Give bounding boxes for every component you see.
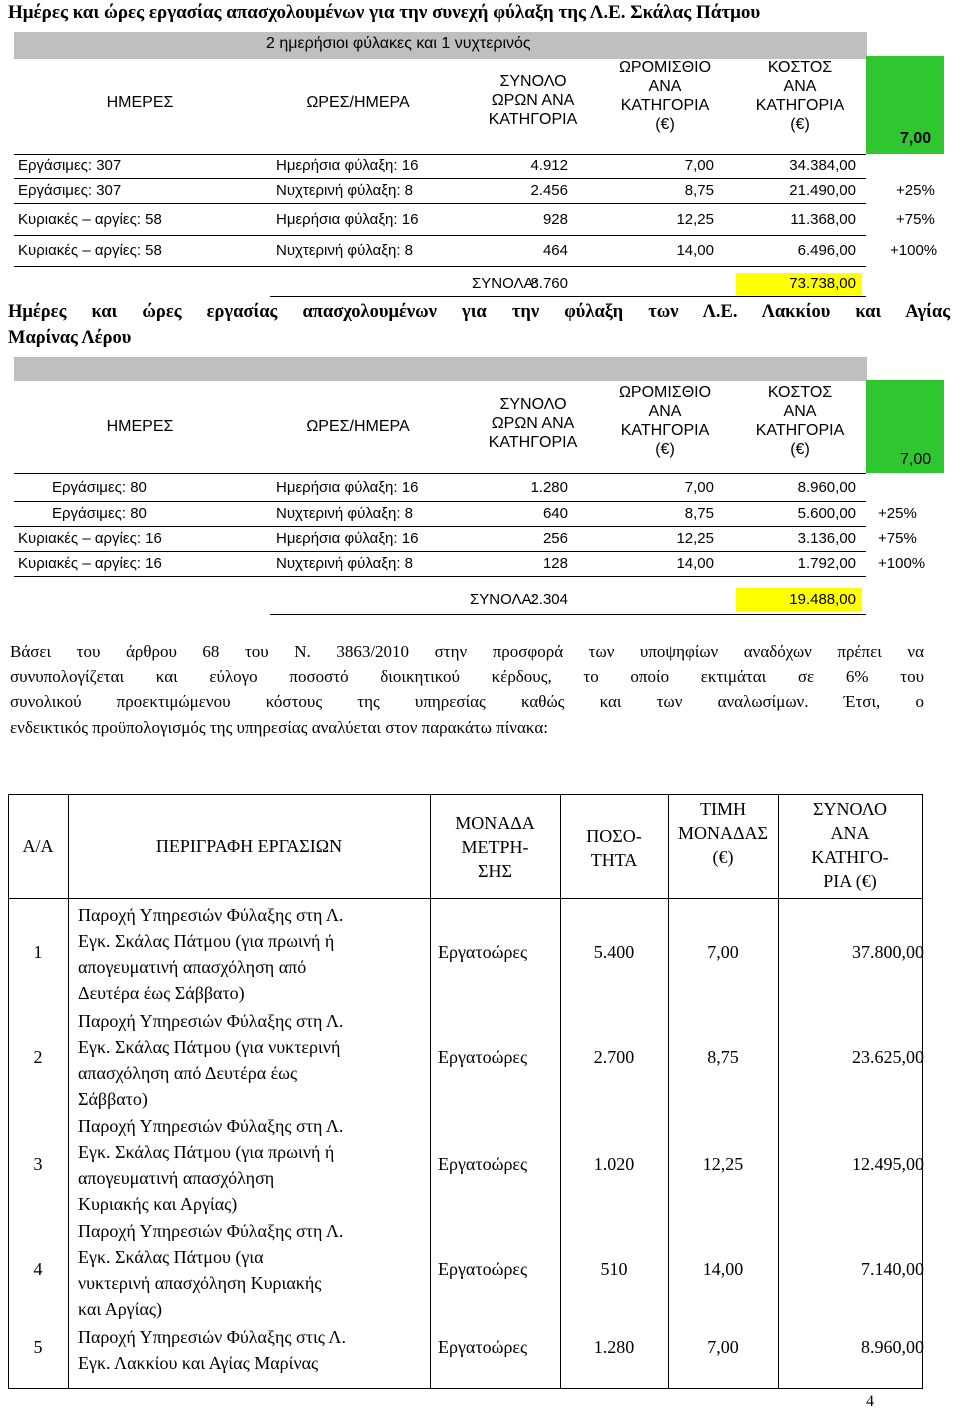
s2-row2-hours: Νυχτερινή φύλαξη: 8	[276, 505, 414, 522]
budget-row2-price: 8,75	[707, 1047, 739, 1067]
budget-row1-price: 7,00	[707, 942, 739, 962]
section1-subtitle: 2 ημερήσιοι φύλακες και 1 νυχτερινός	[266, 35, 531, 52]
s1-row3-wage: 12,25	[676, 211, 714, 228]
s1-row2-days: Εργάσιμες: 307	[18, 182, 122, 199]
budget-border	[560, 794, 561, 1389]
budget-row1-qty: 5.400	[593, 942, 635, 962]
s2-line	[14, 551, 866, 552]
s2-line	[14, 576, 866, 577]
budget-border	[8, 794, 923, 795]
budget-row3-total: 12.495,00	[852, 1154, 924, 1174]
s1-rate: 7,00	[900, 130, 932, 147]
s1-row2-total: 2.456	[530, 182, 568, 199]
budget-row3-price: 12,25	[702, 1154, 744, 1174]
s1-header-total: ΣΥΝΟΛΟ ΩΡΩΝ ΑΝΑ ΚΑΤΗΓΟΡΙΑ	[488, 73, 578, 128]
s2-totals-cost: 19.488,00	[789, 591, 856, 608]
s1-line	[270, 296, 866, 297]
budget-row4-unit: Εργατοώρες	[438, 1259, 528, 1279]
budget-row2-desc: Παροχή Υπηρεσιών Φύλαξης στη Λ. Εγκ. Σκάλας Πάτμου (για νυκτερινή απασχόληση από Δευτέρα έως Σάββατο)	[78, 1011, 344, 1109]
budget-row1-total: 37.800,00	[852, 942, 924, 962]
s2-row4-total: 128	[542, 555, 568, 572]
budget-row5-qty: 1.280	[593, 1337, 635, 1357]
budget-row3-desc: Παροχή Υπηρεσιών Φύλαξης στη Λ. Εγκ. Σκάλας Πάτμου (για πρωινή ή απογευματινή απασχόληση Κυριακής και Αργίας)	[78, 1116, 344, 1214]
section2-header-bar	[14, 357, 867, 381]
budget-row1-unit: Εργατοώρες	[438, 942, 528, 962]
budget-border	[8, 1388, 923, 1389]
budget-row2-qty: 2.700	[593, 1047, 635, 1067]
budget-row2-unit: Εργατοώρες	[438, 1047, 528, 1067]
s2-row4-days: Κυριακές – αργίες: 16	[18, 555, 162, 572]
s2-header-hours: ΩΡΕΣ/ΗΜΕΡΑ	[306, 418, 410, 435]
budget-row1-aa: 1	[33, 942, 43, 962]
paragraph-line2: συνυπολογίζεται και εύλογο ποσοστό διοικητικού κέρδους, το οποίο εκτιμάται σε 6% του	[10, 667, 924, 686]
budget-row4-total: 7.140,00	[861, 1259, 924, 1279]
budget-row3-unit: Εργατοώρες	[438, 1154, 528, 1174]
budget-row2-total: 23.625,00	[852, 1047, 924, 1067]
budget-row5-aa: 5	[33, 1337, 43, 1357]
s1-row4-wage: 14,00	[676, 242, 714, 259]
budget-row1-desc: Παροχή Υπηρεσιών Φύλαξης στη Λ. Εγκ. Σκάλας Πάτμου (για πρωινή ή απογευματινή απασχόληση από Δευτέρα έως Σάββατο)	[78, 905, 344, 1003]
s2-line	[270, 614, 866, 615]
s2-row3-wage: 12,25	[676, 530, 714, 547]
s2-row4-wage: 14,00	[676, 555, 714, 572]
s2-row2-cost: 5.600,00	[797, 505, 856, 522]
s1-line	[14, 178, 866, 179]
s1-row3-cost: 11.368,00	[790, 211, 856, 228]
budget-header-total: ΣΥΝΟΛΟ ΑΝΑ ΚΑΤΗΓΟ- ΡΙΑ (€)	[811, 799, 889, 891]
paragraph-line3: συνολικού προεκτιμώμενου κόστους της υπηρεσίας καθώς και των αναλωσίμων. Έτσι, ο	[10, 692, 924, 711]
s1-row2-extra: +25%	[896, 182, 935, 199]
s1-row1-cost: 34.384,00	[789, 157, 856, 174]
s2-row2-extra: +25%	[878, 505, 917, 522]
s1-row1-wage: 7,00	[684, 157, 714, 174]
s1-row2-hours: Νυχτερινή φύλαξη: 8	[276, 182, 414, 199]
budget-row2-aa: 2	[33, 1047, 43, 1067]
s2-row2-total: 640	[542, 505, 568, 522]
budget-border	[668, 794, 669, 1389]
s1-header-days: ΗΜΕΡΕΣ	[106, 94, 174, 111]
budget-row3-qty: 1.020	[593, 1154, 635, 1174]
paragraph-line1: Βάσει του άρθρου 68 του Ν. 3863/2010 στην προσφορά των υποψηφίων αναδόχων πρέπει να	[10, 642, 924, 661]
s1-line	[14, 154, 866, 155]
s1-row4-hours: Νυχτερινή φύλαξη: 8	[276, 242, 414, 259]
s2-row4-extra: +100%	[878, 555, 926, 572]
s2-header-wage: ΩΡΟΜΙΣΘΙΟ ΑΝΑ ΚΑΤΗΓΟΡΙΑ (€)	[618, 384, 712, 458]
s2-row4-hours: Νυχτερινή φύλαξη: 8	[276, 555, 414, 572]
s2-row1-days: Εργάσιμες: 80	[52, 479, 147, 496]
s2-row3-hours: Ημερήσια φύλαξη: 16	[276, 530, 419, 547]
s2-row1-wage: 7,00	[684, 479, 714, 496]
s1-header-wage: ΩΡΟΜΙΣΘΙΟ ΑΝΑ ΚΑΤΗΓΟΡΙΑ (€)	[618, 59, 712, 133]
s1-row3-extra: +75%	[896, 211, 935, 228]
budget-border	[8, 898, 923, 899]
budget-row5-total: 8.960,00	[861, 1337, 924, 1357]
s1-row3-total: 928	[542, 211, 568, 228]
s1-line	[14, 203, 866, 204]
s1-totals-label: ΣΥΝΟΛΑ:	[472, 275, 538, 292]
s1-totals-hours: 8.760	[530, 275, 568, 292]
budget-row4-price: 14,00	[702, 1259, 744, 1279]
s2-row1-total: 1.280	[530, 479, 568, 496]
s2-row3-cost: 3.136,00	[797, 530, 856, 547]
s2-row3-total: 256	[542, 530, 568, 547]
budget-row4-qty: 510	[600, 1259, 628, 1279]
s2-line	[14, 526, 866, 527]
s1-row1-days: Εργάσιμες: 307	[18, 157, 122, 174]
s1-row1-hours: Ημερήσια φύλαξη: 16	[276, 157, 419, 174]
s2-totals-label: ΣΥΝΟΛΑ:	[470, 591, 536, 608]
s1-row2-wage: 8,75	[684, 182, 714, 199]
s2-row1-hours: Ημερήσια φύλαξη: 16	[276, 479, 419, 496]
s2-row4-cost: 1.792,00	[797, 555, 856, 572]
s2-row3-extra: +75%	[878, 530, 917, 547]
s1-row4-extra: +100%	[890, 242, 938, 259]
s2-line	[14, 501, 866, 502]
s1-line	[14, 235, 866, 236]
s2-row2-days: Εργάσιμες: 80	[52, 505, 147, 522]
budget-border	[430, 794, 431, 1389]
s1-row1-total: 4.912	[530, 157, 568, 174]
section2-title-line1: Ημέρες και ώρες εργασίας απασχολουμένων για την φύλαξη των Λ.Ε. Λακκίου και Αγίας	[8, 302, 950, 322]
budget-row5-price: 7,00	[707, 1337, 739, 1357]
s2-header-cost: ΚΟΣΤΟΣ ΑΝΑ ΚΑΤΗΓΟΡΙΑ (€)	[755, 384, 845, 458]
s2-row1-cost: 8.960,00	[797, 479, 856, 496]
section1-title: Ημέρες και ώρες εργασίας απασχολουμένων για την συνεχή φύλαξη της Λ.Ε. Σκάλας Πάτμου	[8, 2, 761, 23]
budget-header-aa: Α/Α	[22, 836, 54, 856]
budget-border	[8, 794, 9, 1389]
section2-title-line2: Μαρίνας Λέρου	[8, 328, 132, 348]
budget-header-qty: ΠΟΣΟ- ΤΗΤΑ	[586, 826, 642, 870]
s2-line	[14, 473, 866, 474]
budget-header-price: ΤΙΜΗ ΜΟΝΑΔΑΣ (€)	[677, 799, 769, 867]
s1-row2-cost: 21.490,00	[789, 182, 856, 199]
paragraph-line4: ενδεικτικός προϋπολογισμός της υπηρεσίας αναλύεται στον παρακάτω πίνακα:	[10, 718, 548, 737]
s1-row4-cost: 6.496,00	[797, 242, 856, 259]
s2-header-days: ΗΜΕΡΕΣ	[106, 418, 174, 435]
budget-header-desc: ΠΕΡΙΓΡΑΦΗ ΕΡΓΑΣΙΩΝ	[155, 836, 343, 856]
s1-header-cost: ΚΟΣΤΟΣ ΑΝΑ ΚΑΤΗΓΟΡΙΑ (€)	[755, 59, 845, 133]
budget-header-unit: ΜΟΝΑΔΑ ΜΕΤΡΗ- ΣΗΣ	[455, 813, 535, 881]
budget-row4-desc: Παροχή Υπηρεσιών Φύλαξης στη Λ. Εγκ. Σκάλας Πάτμου (για νυκτερινή απασχόληση Κυριακής και Αργίας)	[78, 1221, 344, 1319]
s2-rate: 7,00	[900, 451, 932, 468]
s1-row3-hours: Ημερήσια φύλαξη: 16	[276, 211, 419, 228]
s2-row2-wage: 8,75	[684, 505, 714, 522]
s1-row4-total: 464	[542, 242, 568, 259]
budget-row3-aa: 3	[33, 1154, 43, 1174]
s2-totals-hours: 2.304	[530, 591, 568, 608]
s1-totals-cost: 73.738,00	[789, 275, 856, 292]
s2-row3-days: Κυριακές – αργίες: 16	[18, 530, 162, 547]
budget-border	[922, 794, 923, 1389]
budget-row4-aa: 4	[33, 1259, 43, 1279]
s2-header-total: ΣΥΝΟΛΟ ΩΡΩΝ ΑΝΑ ΚΑΤΗΓΟΡΙΑ	[488, 396, 578, 451]
budget-row5-unit: Εργατοώρες	[438, 1337, 528, 1357]
s1-row4-days: Κυριακές – αργίες: 58	[18, 242, 162, 259]
budget-border	[68, 794, 69, 1389]
s1-row3-days: Κυριακές – αργίες: 58	[18, 211, 162, 228]
s1-line	[14, 266, 866, 267]
s1-header-hours: ΩΡΕΣ/ΗΜΕΡΑ	[306, 94, 410, 111]
page-number: 4	[866, 1393, 874, 1410]
budget-row5-desc: Παροχή Υπηρεσιών Φύλαξης στις Λ. Εγκ. Λακκίου και Αγίας Μαρίνας	[78, 1327, 346, 1373]
